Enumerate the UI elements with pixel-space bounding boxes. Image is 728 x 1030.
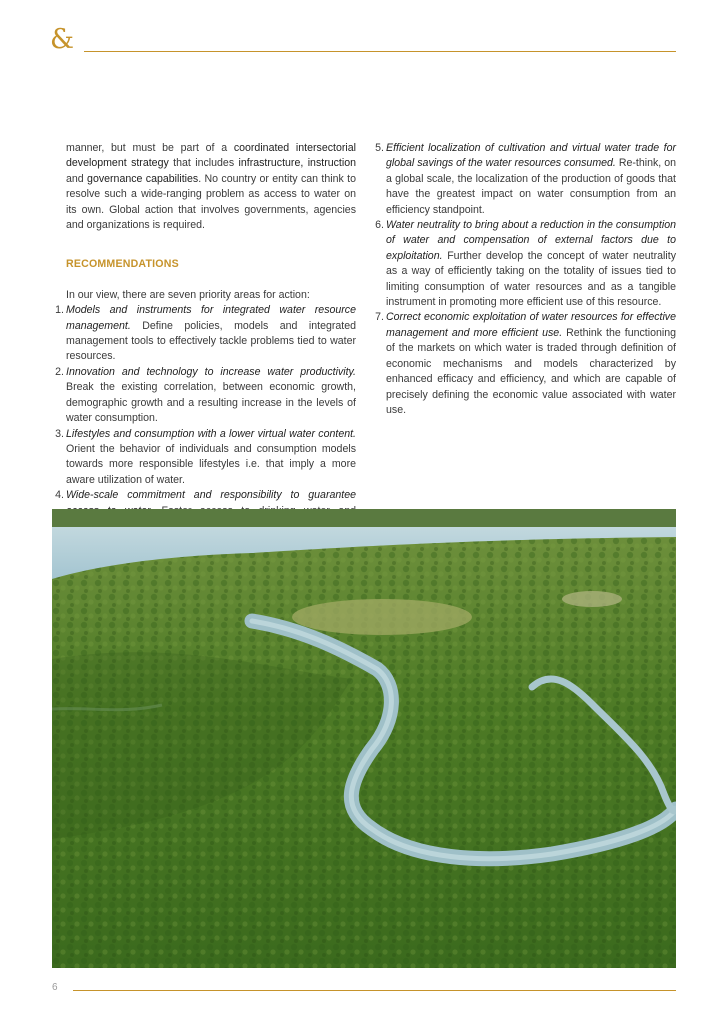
river-illustration [52, 509, 676, 968]
list-item: 6. Water neutrality to bring about a reduction in the consumption of water and compensation of external factors due to exploitation. Further develop the concept of water neutrality as a way of efficiently taking on the totality of issues tied to limiting consumption of water resources and as a tangible instrument in promoting more efficient use of this resource. [375, 219, 676, 309]
intro-paragraph: manner, but must be part of a coordinated intersectorial development strategy that includes infrastructure, instruction and governance capabilities. No country or entity can think to resolve such a wide-ranging problem as access to water on its own. Global action that involves governments, agencies and organizations is required. [66, 142, 356, 232]
list-item: 1. Models and instruments for integrated water resource management. Define policies, models and integrated management tools to effectively tackle problems tied to water resources. [55, 304, 356, 363]
list-item: 2. Innovation and technology to increase water productivity. Break the existing correlation, between economic growth, demographic growth and a resulting increase in the levels of water consumption. [55, 365, 356, 425]
ampersand-logo: & [50, 24, 75, 55]
list-item: 5. Efficient localization of cultivation and virtual water trade for global savings of the water resources consumed. Re-think, on a global scale, the localization of the production of goods that have the greatest impact on water consumption from an efficiency standpoint. [375, 142, 677, 216]
aerial-river-photo [52, 509, 676, 968]
right-column [370, 141, 676, 418]
list-item: 7. Correct economic exploitation of water resources for effective management and more efficient use. Rethink the functioning of the markets on which water is traded through definition of economic mechanisms and models characterized by enhanced efficacy and efficiency, and which are capable of precisely defining the economic value associated with water use. [375, 311, 676, 416]
recommendations-list-part2 [370, 141, 676, 418]
footer-rule [73, 990, 676, 991]
page-number: 6 [52, 982, 58, 993]
list-item: 4. Wide-scale commitment and responsibility to guarantee [55, 489, 356, 502]
list-item: 3. Lifestyles and consumption with a lower virtual water content. Orient the behavior of individuals and consumption models towards more responsible lifestyles i.e. that imply a more aware utilization of water. [55, 427, 356, 486]
recommendations-heading: RECOMMENDATIONS [66, 258, 179, 271]
recommendations-lead: In our view, there are seven priority areas for action: [66, 288, 310, 301]
header-rule [84, 51, 676, 52]
